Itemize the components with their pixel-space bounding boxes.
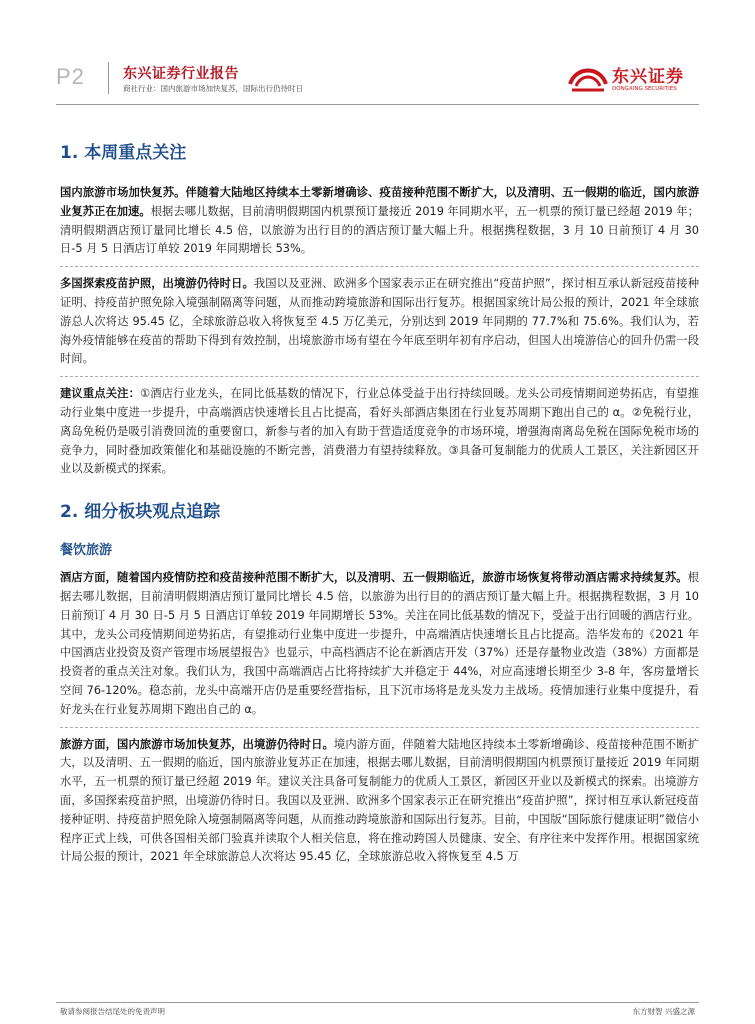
footer-disclaimer: 敬请参阅报告结尾处的免责声明	[60, 1007, 165, 1016]
paragraph-lead: 建议重点关注：	[60, 387, 141, 401]
paragraph-body: 根据去哪儿数据，目前清明假期酒店预订量同比增长 4.5 倍，以旅游为出行目的的酒店预订量大幅上升。根据携程数据，3 月 10 日前预订 4 月 30 日-5 月 5 日酒店订单较 2019 年同期增长 53%。关注在同比低基数的情况下，受益于出行回暖的酒店行业。其中，龙头公司疫情期间逆势拓店，有望推动行业集中度进一步提升，中高端酒店快速增长且占比提高。浩华发布的《2021 年中国酒店业投资及资产管理市场展望报告》也显示，中高档酒店不论在新酒店开发（37%）还是存量物业改造（38%）方面都是投资者的重点关注对象。我们认为，我国中高端酒店占比将持续扩大并稳定于 44%，对应高速增长期至少 3-8 年，客房量增长空间 76-120%。稳态前，龙头中高端开店仍是重要经营指标，且下沉市场将是龙头发力主战场。疫情加速行业集中度提升，看好龙头在行业复苏周期下跑出自己的 α。	[60, 571, 699, 716]
paragraph-vaccine-passport	[60, 275, 699, 369]
section-heading: 1. 本周重点关注	[60, 143, 187, 163]
logo-text: 东兴证券	[612, 67, 684, 87]
paragraph-lead: 国内旅游市场加快复苏。伴随着大陆地区持续本土零新增确诊、疫苗接种范围不断扩大，以及清明、五一假期的临近，国内旅游业复苏正在加速。	[60, 186, 699, 218]
paragraph-recommendations	[60, 385, 699, 479]
paragraph-hotels	[60, 569, 699, 719]
logo-english-text: DONGXING SECURITIES	[612, 86, 677, 92]
company-logo	[568, 60, 698, 100]
header-rule	[56, 104, 699, 105]
paragraph-lead: 多国探索疫苗护照，出境游仍待时日。	[60, 277, 254, 291]
footer-slogan: 东方财智 兴盛之源	[632, 1007, 695, 1016]
logo-emblem-icon	[568, 62, 608, 96]
page-number: P2	[56, 64, 85, 89]
report-body	[60, 140, 699, 867]
paragraph-body: 境内游方面，伴随着大陆地区持续本土零新增确诊、疫苗接种范围不断扩大，以及清明、五一假期的临近，国内旅游业复苏正在加速，根据去哪儿数据，目前清明假期国内机票预订量接近 2019 年同期水平，五一机票的预订量已经超 2019 年。建议关注具备可复制能力的优质人工景区，新园区开业以及新模式的探索。出境游方面，多国探索疫苗护照，出境游仍待时日。我国以及亚洲、欧洲多个国家表示正在研究推出“疫苗护照”，探讨相互承认新冠疫苗接种证明、持疫苗护照免除入境强制隔离等问题，从而推动跨境旅游和国际出行复苏。目前，中国版“国际旅行健康证明”微信小程序正式上线，可供各国相关部门验真并读取个人相关信息，将在推动跨国人员健康、安全、有序往来中发挥作用。根据国家统计局公报的预计，2021 年全球旅游总人次将达 95.45 亿，全球旅游总收入将恢复至 4.5 万	[60, 737, 699, 864]
header-divider	[108, 62, 109, 94]
paragraph-body: ①酒店行业龙头，在同比低基数的情况下，行业总体受益于出行持续回暖。龙头公司疫情期间逆势拓店，有望推动行业集中度进一步提升，中高端酒店快速增长且占比提高，看好头部酒店集团在行业复苏周期下跑出自己的 α。②免税行业，离岛免税仍是吸引消费回流的重要窗口，新参与者的加入有助于营造适度竞争的市场环境，增强海南离岛免税在国际免税市场的竞争力，同时叠加政策催化和基础设施的不断完善，消费潜力有望持续释放。③具备可复制能力的优质人工景区，关注新园区开业以及新模式的探索。	[60, 387, 699, 476]
section-heading: 2. 细分板块观点追踪	[60, 502, 221, 523]
paragraph-domestic-recovery	[60, 184, 699, 259]
report-title: 东兴证券行业报告	[123, 66, 239, 82]
subsection-heading: 餐饮旅游	[60, 543, 113, 559]
report-subtitle: 商社行业：国内旅游市场加快复苏，国际出行仍待时日	[123, 84, 303, 93]
footer-rule	[56, 1002, 699, 1003]
paragraph-lead: 酒店方面，随着国内疫情防控和疫苗接种范围不断扩大，以及清明、五一假期临近，旅游市场恢复将带动酒店需求持续复苏。	[60, 571, 688, 585]
paragraph-body: 根据去哪儿数据，目前清明假期国内机票预订量接近 2019 年同期水平，五一机票的预订量已经超 2019 年；清明假期酒店预订量同比增长 4.5 倍，以旅游为出行目的的酒店预订量大幅上升。根据携程数据，3 月 10 日前预订 4 月 30 日-5 月 5 日酒店订单较 2019 年同期增长 53%。	[60, 204, 699, 256]
paragraph-tourism	[60, 736, 699, 868]
paragraph-lead: 旅游方面，国内旅游市场加快复苏，出境游仍待时日。	[60, 737, 334, 751]
paragraph-body: 我国以及亚洲、欧洲多个国家表示正在研究推出“疫苗护照”，探讨相互承认新冠疫苗接种证明、持疫苗护照免除入境强制隔离等问题，从而推动跨境旅游和国际出行复苏。根据国家统计局公报的预计，2021 年全球旅游总人次将达 95.45 亿，全球旅游总收入将恢复至 4.5 万亿美元，分别达到 2019 年同期的 77.7%和 75.6%。我们认为，若海外疫情能够在疫苗的帮助下得到有效控制，出境旅游市场有望在今年底至明年初有序启动，但国人出境游信心的回升仍需一段时间。	[60, 277, 699, 366]
